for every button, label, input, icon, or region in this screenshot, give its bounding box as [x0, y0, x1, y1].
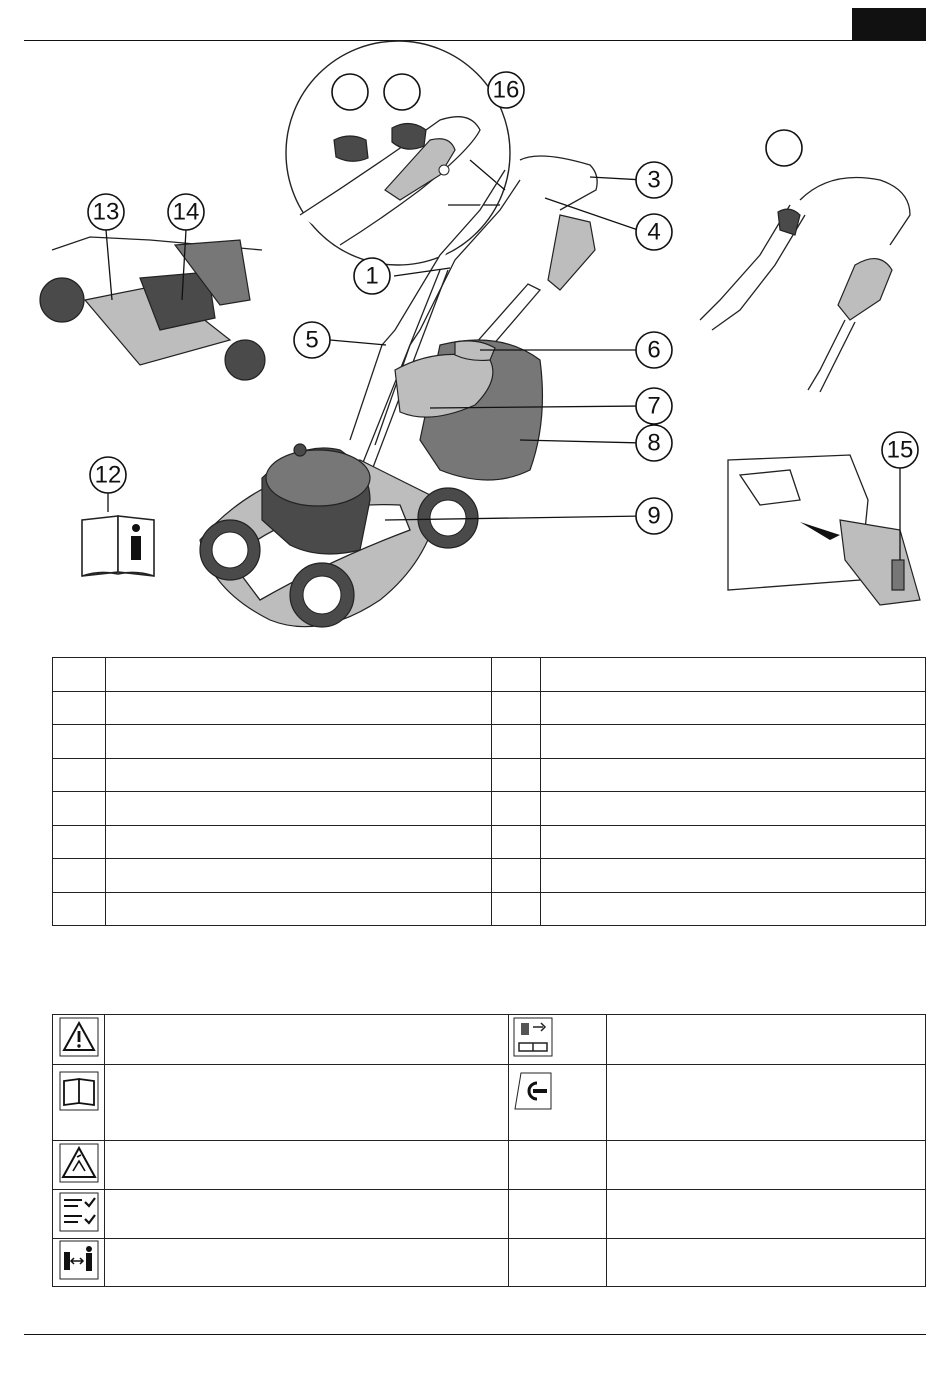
grass-catcher-inset	[40, 237, 265, 382]
handle-side-inset	[700, 178, 910, 393]
svg-text:14: 14	[172, 198, 200, 226]
blade-caution-icon	[59, 1192, 99, 1232]
svg-text:15: 15	[886, 436, 914, 464]
keep-distance-icon	[59, 1240, 99, 1280]
read-manual-icon	[59, 1071, 99, 1111]
table-row	[53, 758, 926, 792]
svg-text:9: 9	[647, 502, 661, 530]
table-row	[53, 825, 926, 859]
callout-12	[90, 457, 126, 493]
callout-6	[636, 332, 672, 368]
svg-text:13: 13	[92, 198, 120, 226]
svg-text:12: 12	[94, 461, 122, 489]
callout-1	[354, 258, 390, 294]
rotating-blade-icon	[513, 1071, 553, 1111]
callout-9	[636, 498, 672, 534]
table-row	[53, 1239, 926, 1287]
callout-5	[294, 322, 330, 358]
mower-illustration	[0, 0, 950, 650]
svg-text:8: 8	[647, 429, 661, 457]
callout-15	[882, 432, 918, 468]
callout-14	[168, 194, 204, 230]
table-row	[53, 859, 926, 893]
callout-3	[636, 162, 672, 198]
callout-8	[636, 425, 672, 461]
callout-blank-a	[332, 74, 368, 110]
warning-triangle-icon	[59, 1017, 99, 1057]
callout-13	[88, 194, 124, 230]
parts-table	[52, 657, 926, 926]
callout-7	[636, 388, 672, 424]
svg-text:5: 5	[305, 326, 319, 354]
callout-blank-c	[766, 130, 802, 166]
table-row	[53, 892, 926, 926]
callout-4	[636, 214, 672, 250]
svg-text:6: 6	[647, 336, 661, 364]
info-manual-icon	[82, 516, 154, 576]
table-row	[53, 1141, 926, 1190]
table-row	[53, 1190, 926, 1239]
svg-text:1: 1	[365, 262, 379, 290]
mulching-plug-inset	[728, 455, 920, 605]
svg-text:4: 4	[647, 218, 661, 246]
thrown-objects-icon	[59, 1143, 99, 1183]
disconnect-spark-plug-icon	[513, 1017, 553, 1057]
table-row	[53, 691, 926, 725]
table-row	[53, 1065, 926, 1141]
callout-16	[488, 72, 524, 108]
footer-rule	[24, 1334, 926, 1335]
table-row	[53, 658, 926, 692]
symbols-table	[52, 1014, 926, 1287]
table-row	[53, 792, 926, 826]
svg-text:7: 7	[647, 392, 661, 420]
table-row	[53, 1015, 926, 1065]
callout-blank-b	[384, 74, 420, 110]
svg-text:16: 16	[492, 76, 520, 104]
svg-text:3: 3	[647, 166, 661, 194]
table-row	[53, 725, 926, 759]
